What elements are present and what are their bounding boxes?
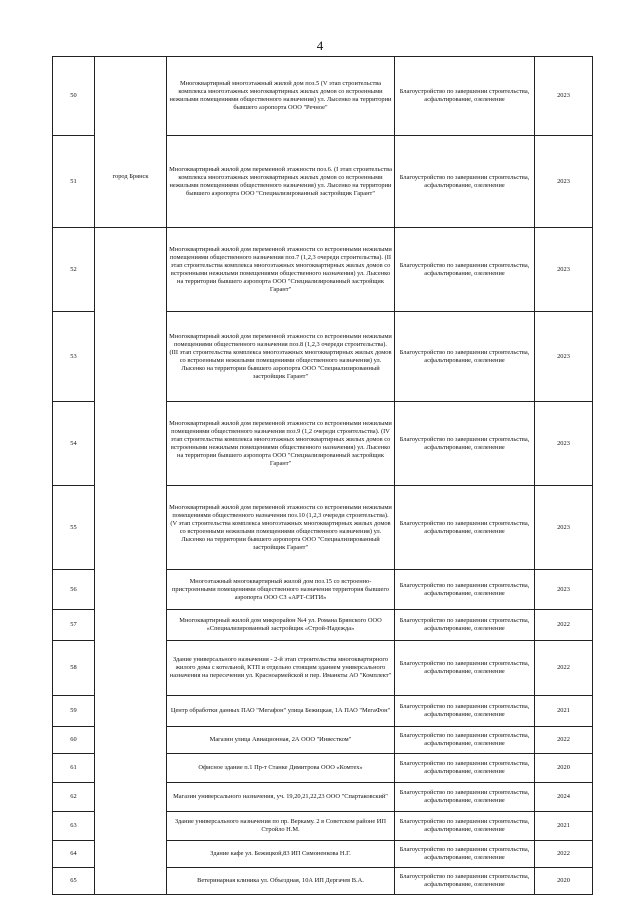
object-description: Магазин универсального назначения, уч. 19,20,21,22,23 ООО "Спартаковский" — [167, 783, 395, 812]
completion-year: 2023 — [535, 228, 593, 312]
row-number: 59 — [53, 696, 95, 727]
completion-year: 2024 — [535, 783, 593, 812]
work-type: Благоустройство по завершении строительства, асфальтирование, озеленение — [395, 610, 535, 641]
row-number: 54 — [53, 402, 95, 486]
work-type: Благоустройство по завершении строительства, асфальтирование, озеленение — [395, 228, 535, 312]
completion-year: 2021 — [535, 696, 593, 727]
row-number: 55 — [53, 486, 95, 570]
row-number: 64 — [53, 841, 95, 868]
completion-year: 2023 — [535, 136, 593, 228]
object-description: Многоквартирный жилой дом переменной этажности со встроенными нежилыми помещениями общественного назначения поз.7 (1,2,3 очереди строительства). (II этап строительства комплекса многоэтажных многоквартирных жилых домов со встроенными нежилыми помещениями общественного назначения) ул. Лысенко на территории бывшего аэропорта ООО "Специализированный застройщик Гарант" — [167, 228, 395, 312]
row-number: 57 — [53, 610, 95, 641]
object-description: Здание кафе ул. Бежицкой,83 ИП Симоненкова Н.Г. — [167, 841, 395, 868]
row-number: 51 — [53, 136, 95, 228]
work-type: Благоустройство по завершении строительства, асфальтирование, озеленение — [395, 486, 535, 570]
work-type: Благоустройство по завершении строительства, асфальтирование, озеленение — [395, 57, 535, 136]
row-number: 53 — [53, 312, 95, 402]
work-type: Благоустройство по завершении строительства, асфальтирование, озеленение — [395, 727, 535, 754]
object-description: Многоквартирный жилой дом переменной этажности со встроенными нежилыми помещениями общественного назначения поз.8 (1,2,3 очереди строительства). (III этап строительства комплекса многоэтажных многоквартирных жилых домов со встроенными нежилыми помещениями общественного назначения) ул. Лысенко на территории бывшего аэропорта ООО "Специализированный застройщик Гарант" — [167, 312, 395, 402]
work-type: Благоустройство по завершении строительства, асфальтирование, озеленение — [395, 812, 535, 841]
row-number: 60 — [53, 727, 95, 754]
row-number: 65 — [53, 868, 95, 895]
row-number: 56 — [53, 570, 95, 610]
object-description: Здание универсального назначения - 2-й этап строительства многоквартирного жилого дома с котельной, КТП и отдельно стоящим зданием универсального назначения на пересечении ул. Красноармейской и пер. Иманкты АО "Комплект" — [167, 641, 395, 696]
object-description: Ветеринарная клиника ул. Объездная, 10А ИП Дергачев В.А. — [167, 868, 395, 895]
row-number: 52 — [53, 228, 95, 312]
completion-year: 2020 — [535, 868, 593, 895]
completion-year: 2023 — [535, 57, 593, 136]
work-type: Благоустройство по завершении строительства, асфальтирование, озеленение — [395, 402, 535, 486]
completion-year: 2023 — [535, 486, 593, 570]
object-description: Магазин улица Авиационная, 2А ООО "Инвестком" — [167, 727, 395, 754]
completion-year: 2021 — [535, 812, 593, 841]
completion-year: 2022 — [535, 641, 593, 696]
row-number: 62 — [53, 783, 95, 812]
row-number: 50 — [53, 57, 95, 136]
completion-year: 2022 — [535, 727, 593, 754]
row-number: 63 — [53, 812, 95, 841]
city-cell-continued — [95, 228, 167, 895]
object-description: Многоквартирный многоэтажный жилой дом поз.5 (V этап строительства комплекса многоэтажных многоквартирных жилых домов со встроенными нежилыми помещениями общественного назначения) ул. Лысенко на территории бывшего аэропорта ООО "Речное" — [167, 57, 395, 136]
table-row — [53, 228, 593, 312]
work-type: Благоустройство по завершении строительства, асфальтирование, озеленение — [395, 841, 535, 868]
registry-rows — [53, 57, 593, 895]
work-type: Благоустройство по завершении строительства, асфальтирование, озеленение — [395, 783, 535, 812]
completion-year: 2022 — [535, 841, 593, 868]
work-type: Благоустройство по завершении строительства, асфальтирование, озеленение — [395, 641, 535, 696]
object-description: Многоквартирный жилой дом переменной этажности со встроенными нежилыми помещениями общественного назначения поз.9 (1,2 очереди строительства). (IV этап строительства комплекса многоэтажных многоквартирных жилых домов со встроенными нежилыми помещениями общественного назначения) ул. Лысенко на территории бывшего аэропорта ООО "Специализированный застройщик Гарант" — [167, 402, 395, 486]
object-description: Многоэтажный многоквартирный жилой дом поз.15 со встроенно-пристроенными помещениями общественного назначения территория бывшего аэропорта ООО СЗ «АРТ-СИТИ» — [167, 570, 395, 610]
work-type: Благоустройство по завершении строительства, асфальтирование, озеленение — [395, 696, 535, 727]
page-number: 4 — [316, 38, 324, 53]
work-type: Благоустройство по завершении строительства, асфальтирование, озеленение — [395, 570, 535, 610]
work-type: Благоустройство по завершении строительства, асфальтирование, озеленение — [395, 136, 535, 228]
completion-year: 2023 — [535, 312, 593, 402]
row-number: 61 — [53, 754, 95, 783]
object-description: Здание универсального назначения по пр. Веркаму. 2 в Советском районе ИП Стройло Н.М. — [167, 812, 395, 841]
completion-year: 2023 — [535, 402, 593, 486]
work-type: Благоустройство по завершении строительства, асфальтирование, озеленение — [395, 312, 535, 402]
completion-year: 2022 — [535, 610, 593, 641]
object-description: Многоквартирный жилой дом переменной этажности со встроенными нежилыми помещениями общественного назначения поз.10 (1,2,3 очереди строительства). (V этап строительства комплекса многоэтажных многоквартирных жилых домов со встроенными нежилыми помещениями общественного назначения) ул. Лысенко на территории бывшего аэропорта ООО "Специализированный застройщик Гарант" — [167, 486, 395, 570]
object-description: Многоквартирный жилой дом переменной этажности поз.6. (I этап строительства комплекса многоэтажных многоквартирных жилых домов со встроенными нежилыми помещениями общественного назначения) ул. Лысенко на территории бывшего аэропорта ООО "Специализированный застройщик Гарант" — [167, 136, 395, 228]
object-description: Офисное здание п.1 Пр-т Станке Димитрова ООО «Комтех» — [167, 754, 395, 783]
completion-year: 2023 — [535, 570, 593, 610]
city-cell: город Брянск — [95, 57, 167, 228]
object-description: Центр обработки данных ПАО "Мегафон" улица Бежицкая, 1А ПАО "МегаФон" — [167, 696, 395, 727]
row-number: 58 — [53, 641, 95, 696]
work-type: Благоустройство по завершении строительства, асфальтирование, озеленение — [395, 754, 535, 783]
object-description: Многоквартирный жилой дом микрорайон №4 ул. Романа Брянского ООО «Специализированный застройщик «Строй-Надежда» — [167, 610, 395, 641]
registry-table — [52, 56, 593, 895]
work-type: Благоустройство по завершении строительства, асфальтирование, озеленение — [395, 868, 535, 895]
completion-year: 2020 — [535, 754, 593, 783]
table-row — [53, 57, 593, 136]
